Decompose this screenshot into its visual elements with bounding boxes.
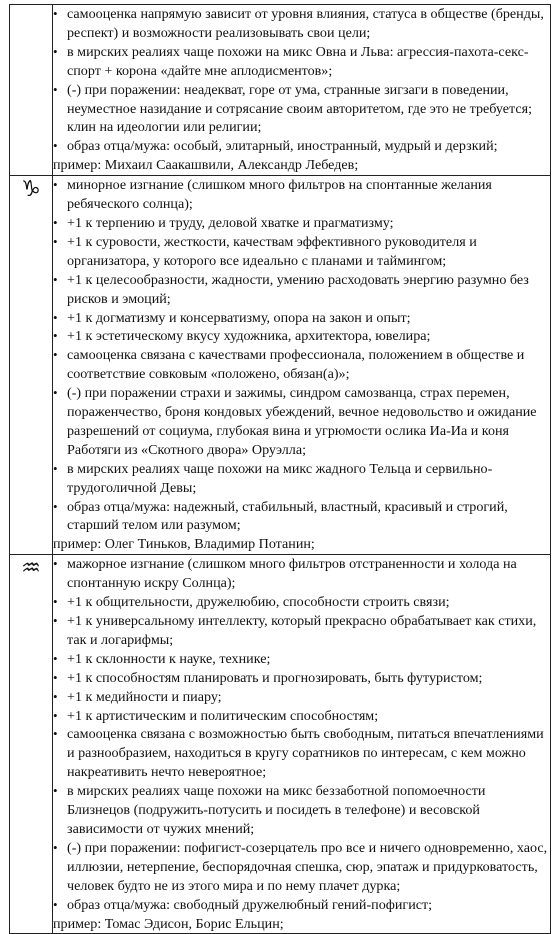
list-item-text: +1 к способностям планировать и прогнозировать, быть футуристом; bbox=[67, 669, 483, 686]
example-line: пример: Олег Тиньков, Владимир Потанин; bbox=[53, 536, 315, 553]
list-item-text: (-) при поражении страхи и зажимы, синдром самозванца, страх перемен, пораженчество, броня кондовых убеждений, вечное недовольство и ожидание разрешений от социума, глубокая вина и угрюмости ослика Иа-Иа и коня Работяги из «Скотного двора» Оруэлла; bbox=[67, 385, 537, 458]
list-item-text: самооценка связана с качествами профессионала, положением в обществе и соответствие совковым «положено, обязан(а)»; bbox=[67, 347, 525, 383]
list-item bbox=[53, 137, 550, 156]
table-row bbox=[10, 176, 551, 555]
list-item bbox=[53, 346, 550, 384]
bullet-icon: • bbox=[53, 688, 58, 704]
bullet-icon: • bbox=[53, 43, 58, 59]
list-item-text: (-) при поражении: пофигист-созерцатель про все и ничего одновременно, хаос, иллюзии, нетерпение, беспорядочная спешка, сюр, эпатаж и придурковатость, человек будто не из этого мира и по нему плачет дурка; bbox=[67, 839, 548, 894]
list-item-text: образ отца/мужа: надежный, стабильный, властный, красивый и строгий, старший телом или разумом; bbox=[67, 498, 508, 534]
zodiac-sign-icon: ♑ bbox=[21, 177, 41, 203]
bullet-icon: • bbox=[53, 613, 58, 628]
list-item bbox=[53, 555, 550, 593]
bullet-icon: • bbox=[53, 498, 58, 514]
bullet-list bbox=[53, 5, 550, 156]
list-item-text: образ отца/мужа: особый, элитарный, иностранный, мудрый и дерзкий; bbox=[67, 138, 498, 155]
list-item-text: +1 к догматизму и консерватизму, опора на закон и опыт; bbox=[67, 309, 411, 326]
list-item-text: образ отца/мужа: свободный дружелюбный гений-пофигист; bbox=[67, 896, 433, 913]
list-item bbox=[53, 498, 550, 536]
bullet-icon: • bbox=[53, 783, 58, 799]
bullet-icon: • bbox=[53, 81, 58, 97]
list-item-text: +1 к общительности, дружелюбию, способности строить связи; bbox=[67, 594, 450, 611]
list-item bbox=[53, 669, 550, 688]
bullet-icon: • bbox=[53, 707, 58, 723]
list-item bbox=[53, 233, 550, 271]
list-item bbox=[53, 612, 550, 650]
list-item bbox=[53, 271, 550, 309]
list-item bbox=[53, 725, 550, 782]
table-row bbox=[10, 5, 551, 176]
description-cell bbox=[53, 176, 551, 555]
list-item bbox=[53, 782, 550, 839]
bullet-icon: • bbox=[53, 896, 58, 912]
list-item-text: в мирских реалиях чаще похожи на микс Овна и Льва: агрессия-пахота-секс-спорт + корона «дайте мне аплодисментов»; bbox=[67, 43, 529, 79]
bullet-icon: • bbox=[53, 594, 58, 610]
list-item bbox=[53, 688, 550, 707]
zodiac-sign-cell bbox=[10, 176, 53, 555]
list-item bbox=[53, 460, 550, 498]
zodiac-table bbox=[9, 4, 551, 934]
table-body bbox=[10, 5, 551, 934]
table-row bbox=[10, 555, 551, 934]
description-cell bbox=[53, 5, 551, 176]
list-item-text: в мирских реалиях чаще похожи на микс беззаботной попомоечности Близнецов (подружить-потусить и посидеть в телефоне) и весовской зависимости от чужих мнений; bbox=[67, 783, 486, 837]
list-item-text: самооценка напрямую зависит от уровня влияния, статуса в обществе (бренды, респект) и возможности реализовывать свои цели; bbox=[67, 6, 544, 41]
list-item bbox=[53, 214, 550, 233]
zodiac-sign-cell bbox=[10, 5, 53, 176]
bullet-icon: • bbox=[53, 650, 58, 666]
list-item-text: минорное изгнание (слишком много фильтров на спонтанные желания ребяческого солнца); bbox=[67, 177, 492, 213]
bullet-list bbox=[53, 555, 550, 914]
bullet-icon: • bbox=[53, 839, 58, 855]
example-line: пример: Томас Эдисон, Борис Ельцин; bbox=[53, 915, 284, 932]
list-item bbox=[53, 593, 550, 612]
list-item bbox=[53, 327, 550, 346]
bullet-icon: • bbox=[53, 726, 58, 742]
bullet-icon: • bbox=[53, 309, 58, 325]
list-item bbox=[53, 309, 550, 328]
list-item bbox=[53, 384, 550, 460]
list-item-text: в мирских реалиях чаще похожи на микс жадного Тельца и сервильно-трудоголичной Девы; bbox=[67, 460, 493, 496]
bullet-icon: • bbox=[53, 271, 58, 287]
bullet-icon: • bbox=[53, 177, 58, 193]
bullet-icon: • bbox=[53, 385, 58, 401]
bullet-icon: • bbox=[53, 556, 58, 572]
list-item-text: +1 к эстетическому вкусу художника, архитектора, ювелира; bbox=[67, 328, 431, 345]
bullet-icon: • bbox=[53, 669, 58, 685]
list-item bbox=[53, 707, 550, 726]
list-item-text: +1 к склонности к науке, технике; bbox=[67, 650, 271, 667]
list-item-text: +1 к суровости, жесткости, качествам эффективного руководителя и организатора, у которого все идеально с планами и таймингом; bbox=[67, 233, 477, 269]
list-item-text: +1 к универсальному интеллекту, который прекрасно обрабатывает как стихи, так и логарифмы; bbox=[67, 613, 537, 648]
list-item-text: +1 к терпению и труду, деловой хватке и прагматизму; bbox=[67, 214, 394, 231]
list-item-text: мажорное изгнание (слишком много фильтров отстраненности и холода на спонтанную искру Солнца); bbox=[67, 556, 517, 592]
zodiac-sign-cell bbox=[10, 555, 53, 934]
list-item bbox=[53, 896, 550, 915]
list-item-text: (-) при поражении: неадекват, горе от ума, странные зигзаги в поведении, неуместное назидание и сотрясание своим авторитетом, где это не требуется; клин на идеологии или религии; bbox=[67, 81, 533, 136]
list-item bbox=[53, 81, 550, 138]
list-item bbox=[53, 650, 550, 669]
bullet-icon: • bbox=[53, 460, 58, 476]
list-item-text: +1 к целесообразности, жадности, умению расходовать энергию разумно без рисков и эмоций; bbox=[67, 271, 529, 307]
bullet-icon: • bbox=[53, 233, 58, 249]
description-cell bbox=[53, 555, 551, 934]
list-item bbox=[53, 43, 550, 81]
bullet-list bbox=[53, 176, 550, 535]
bullet-icon: • bbox=[53, 138, 58, 154]
list-item-text: самооценка связана с возможностью быть свободным, питаться впечатлениями и разнообразием, находиться в кругу соратников по интересам, с кем можно накреативить нечто невероятное; bbox=[67, 726, 544, 781]
list-item-text: +1 к медийности и пиару; bbox=[67, 688, 222, 705]
list-item bbox=[53, 839, 550, 896]
bullet-icon: • bbox=[53, 328, 58, 344]
zodiac-sign-icon: ♒ bbox=[21, 556, 41, 582]
bullet-icon: • bbox=[53, 214, 58, 230]
list-item bbox=[53, 5, 550, 43]
bullet-icon: • bbox=[53, 347, 58, 363]
list-item bbox=[53, 176, 550, 214]
list-item-text: +1 к артистическим и политическим способностям; bbox=[67, 707, 379, 724]
example-line: пример: Михаил Саакашвили, Александр Лебедев; bbox=[53, 157, 359, 174]
bullet-icon: • bbox=[53, 6, 58, 21]
